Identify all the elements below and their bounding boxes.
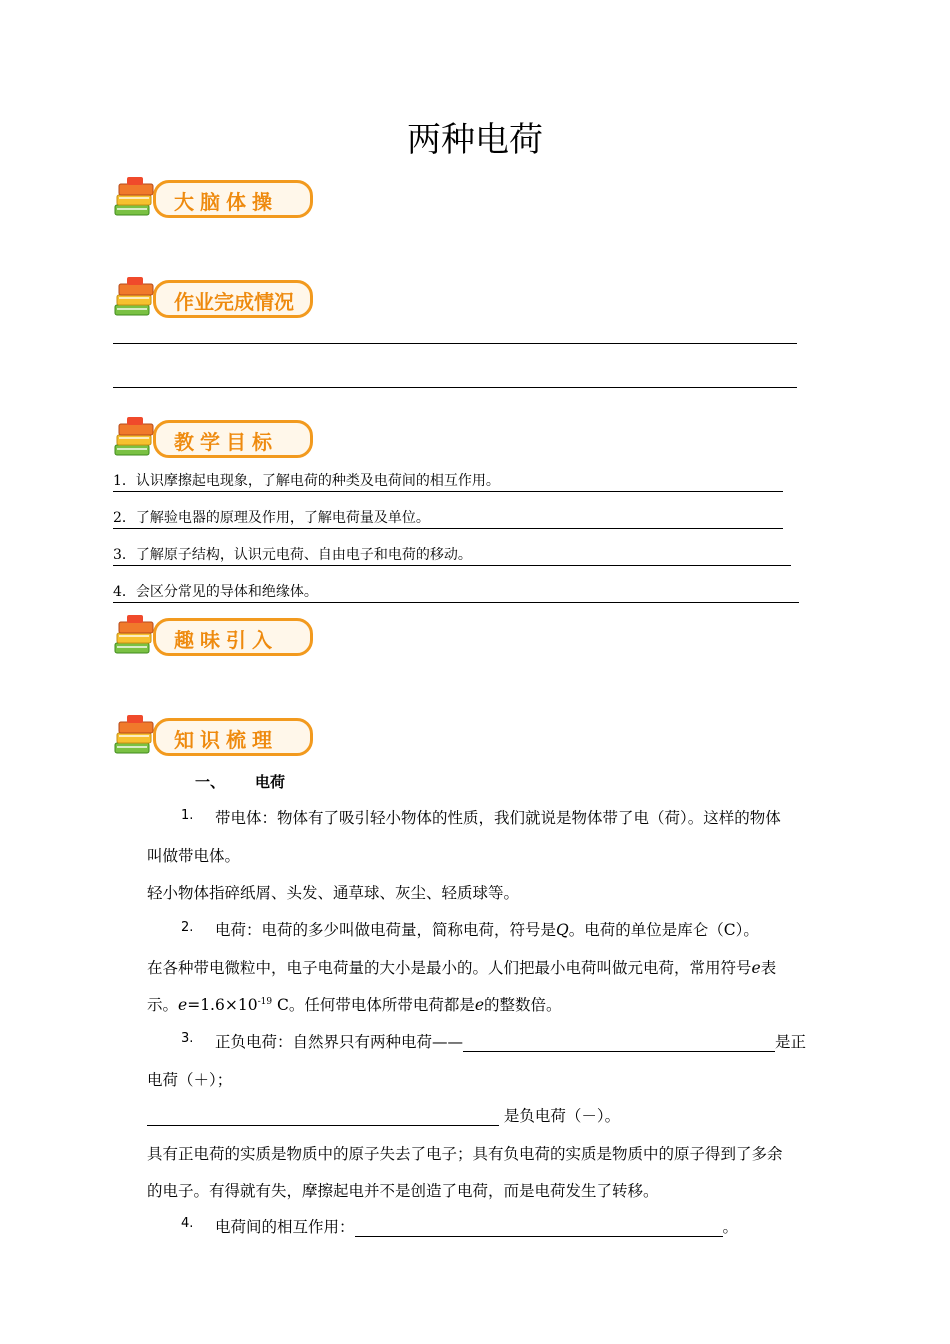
item-number: 2.: [181, 920, 194, 935]
symbol-q: Q: [556, 921, 569, 939]
text-run: =1.6×10: [187, 996, 258, 1014]
badge-label: 大脑体操: [174, 190, 278, 214]
item-text: [215, 1030, 806, 1052]
badge-label: 趣味引入: [174, 628, 278, 652]
item-text: 具有正电荷的实质是物质中的原子失去了电子；具有负电荷的实质是物质中的原子得到了多余: [147, 1145, 783, 1163]
item-text: 叫做带电体。: [147, 847, 241, 865]
badge-label: 知识梳理: [174, 728, 278, 752]
section-badge-brain-exercise: [113, 175, 313, 225]
text-run: 示。: [147, 996, 179, 1014]
objective-item: 4．会区分常见的导体和绝缘体。: [113, 581, 799, 603]
section-number: 一、: [195, 773, 226, 791]
badge-label: 作业完成情况: [174, 290, 294, 314]
symbol-e: e: [751, 959, 761, 977]
fill-blank[interactable]: [463, 1035, 775, 1052]
text-run: 的整数倍。: [484, 996, 562, 1014]
text-run: 是负电荷（－）。: [499, 1107, 621, 1125]
item-text: [215, 1215, 738, 1237]
exponent: -19: [257, 996, 273, 1007]
answer-line: [113, 343, 797, 344]
item-number: 3.: [181, 1031, 194, 1046]
item-text: 电荷（＋）；: [147, 1071, 233, 1089]
text-run: 表: [760, 959, 777, 977]
text-run: 是正: [775, 1033, 807, 1051]
objective-item: 2．了解验电器的原理及作用，了解电荷量及单位。: [113, 507, 783, 529]
text-run: 电荷：电荷的多少叫做电荷量，简称电荷，符号是: [215, 921, 557, 939]
badge-label: 教学目标: [174, 430, 278, 454]
section-heading: [195, 771, 285, 792]
text-run: 电荷间的相互作用：: [215, 1218, 355, 1236]
item-text: [215, 918, 759, 940]
item-text: 的电子。有得就有失，摩擦起电并不是创造了电荷，而是电荷发生了转移。: [147, 1182, 659, 1200]
item-text: [147, 1104, 620, 1126]
text-run: 。电荷的单位是库仑（C）。: [568, 921, 759, 939]
section-badge-intro: [113, 613, 313, 663]
objective-item: 1．认识摩擦起电现象，了解电荷的种类及电荷间的相互作用。: [113, 470, 783, 492]
item-text: [147, 956, 776, 978]
item-number: 4.: [181, 1216, 194, 1231]
item-number: 1.: [181, 808, 194, 823]
symbol-e: e: [474, 996, 485, 1014]
text-run: C。任何带电体所带电荷都是: [272, 996, 475, 1014]
text-run: 正负电荷：自然界只有两种电荷——: [215, 1033, 464, 1051]
answer-line: [113, 387, 797, 388]
item-text: 轻小物体指碎纸屑、头发、通草球、灰尘、轻质球等。: [147, 884, 520, 902]
text-run: 。: [722, 1218, 739, 1236]
fill-blank[interactable]: [355, 1220, 723, 1237]
item-text: 带电体：物体有了吸引轻小物体的性质，我们就说是物体带了电（荷）。这样的物体: [215, 809, 781, 827]
fill-blank[interactable]: [147, 1109, 499, 1126]
section-title: 电荷: [255, 773, 286, 791]
section-badge-homework: [113, 275, 313, 325]
page-title: 两种电荷: [407, 120, 543, 160]
objective-item: 3．了解原子结构，认识元电荷、自由电子和电荷的移动。: [113, 544, 791, 566]
text-run: 在各种带电微粒中，电子电荷量的大小是最小的。人们把最小电荷叫做元电荷，常用符号: [147, 959, 752, 977]
section-badge-knowledge: [113, 713, 313, 763]
section-badge-objectives: [113, 415, 313, 465]
item-text: [147, 993, 562, 1015]
symbol-e: e: [178, 996, 188, 1014]
